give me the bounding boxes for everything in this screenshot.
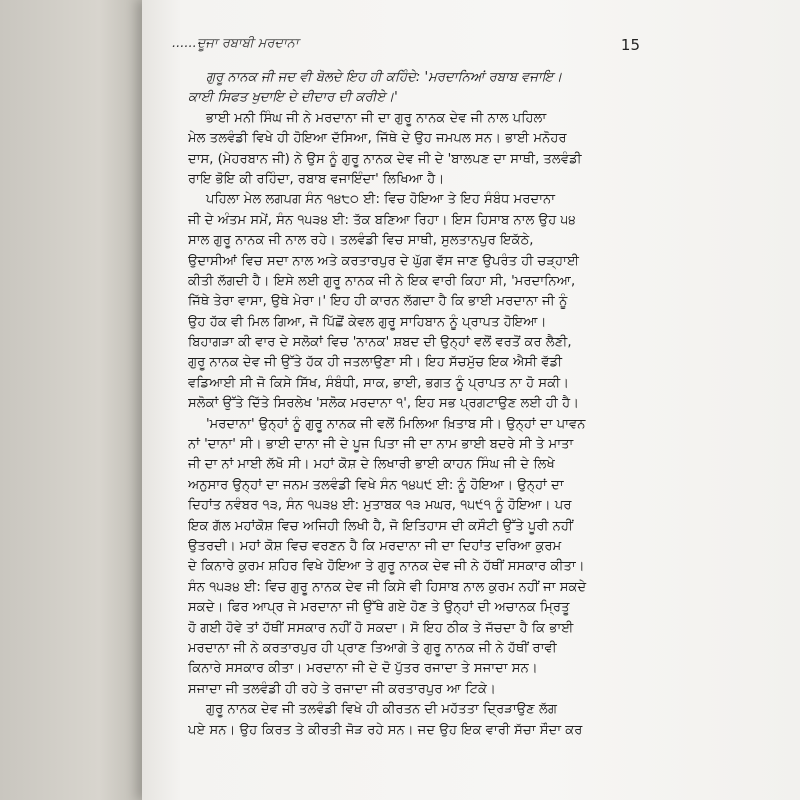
text-line: ਕੀਤੀ ਲੱਗਦੀ ਹੈ। ਇਸੇ ਲਈ ਗੁਰੂ ਨਾਨਕ ਜੀ ਨੇ ਇਕ ਵਾਰੀ ਕਿਹਾ ਸੀ, 'ਮਰਦਾਨਿਆ, (188, 273, 576, 289)
text-line: ਇਕ ਗੱਲ ਮਹਾਂਕੋਸ਼ ਵਿਚ ਅਜਿਹੀ ਲਿਖੀ ਹੈ, ਜੋ ਇਤਿਹਾਸ ਦੀ ਕਸੌਟੀ ਉੱਤੇ ਪੂਰੀ ਨਹੀਂ (188, 518, 573, 534)
text-line: ਗੁਰੂ ਨਾਨਕ ਦੇਵ ਜੀ ਉੱਤੇ ਹੱਕ ਹੀ ਜਤਲਾਉਣਾ ਸੀ। ਇਹ ਸੱਚਮੁੱਚ ਇਕ ਐਸੀ ਵੱਡੀ (188, 355, 563, 371)
text-line: ਸਕਦੇ। ਫਿਰ ਆਪ੍ਰ ਜੇ ਮਰਦਾਨਾ ਜੀ ਉੱਥੇ ਗਏ ਹੋਣ ਤੇ ਉਨ੍ਹਾਂ ਦੀ ਅਚਾਨਕ ਮ੍ਰਿਤੂ (188, 600, 570, 616)
text-line: ਕਿਨਾਰੇ ਸਸਕਾਰ ਕੀਤਾ। ਮਰਦਾਨਾ ਜੀ ਦੇ ਦੋ ਪੁੱਤਰ ਰਜਾਦਾ ਤੇ ਸਜਾਦਾ ਸਨ। (188, 661, 538, 677)
text-line: ਗੁਰੂ ਨਾਨਕ ਦੇਵ ਜੀ ਤਲਵੰਡੀ ਵਿਖੇ ਹੀ ਕੀਰਤਨ ਦੀ ਮਹੱਤਤਾ ਦ੍ਰਿੜਾਉਣ ਲੱਗ (206, 702, 558, 718)
text-line: ਨਾਂ 'ਦਾਨਾ' ਸੀ। ਭਾਈ ਦਾਨਾ ਜੀ ਦੇ ਪੂਜ ਪਿਤਾ ਜੀ ਦਾ ਨਾਮ ਭਾਈ ਬਦਰੇ ਸੀ ਤੇ ਮਾਤਾ (188, 437, 574, 453)
text-line: ਦਿਹਾਂਤ ਨਵੰਬਰ ੧੩, ਸੰਨ ੧੫੩੪ ਈ: ਮੁਤਾਬਕ ੧੩ ਮਘਰ, ੧੫੯੧ ਨੂੰ ਹੋਇਆ। ਪਰ (188, 498, 572, 514)
text-line: ਵਡਿਆਈ ਸੀ ਜੋ ਕਿਸੇ ਸਿੱਖ, ਸੰਬੰਧੀ, ਸਾਕ, ਭਾਈ, ਭਗਤ ਨੂੰ ਪ੍ਰਾਪਤ ਨਾ ਹੋ ਸਕੀ। (188, 375, 570, 391)
text-line: ਜੀ ਦਾ ਨਾਂ ਮਾਈ ਲੱਖੋ ਸੀ। ਮਹਾਂ ਕੋਸ਼ ਦੇ ਲਿਖਾਰੀ ਭਾਈ ਕਾਹਨ ਸਿੰਘ ਜੀ ਦੇ ਲਿਖੇ (188, 457, 555, 473)
text-line: ਕਾਈ ਸਿਫਤ ਖੁਦਾਇ ਦੇ ਦੀਦਾਰ ਦੀ ਕਰੀਏ।' (188, 90, 398, 106)
text-line: ਪਹਿਲਾ ਮੇਲ ਲਗਪਗ ਸੰਨ ੧੪੮੦ ਈ: ਵਿਚ ਹੋਇਆ ਤੇ ਇਹ ਸੰਬੰਧ ਮਰਦਾਨਾ (206, 192, 556, 208)
text-line: ਬਿਹਾਗੜਾ ਕੀ ਵਾਰ ਦੇ ਸਲੋਕਾਂ ਵਿਚ 'ਨਾਨਕ' ਸ਼ਬਦ ਦੀ ਉਨ੍ਹਾਂ ਵਲੋਂ ਵਰਤੋਂ ਕਰ ਲੈਣੀ, (188, 335, 572, 351)
running-title: ......ਦੂਜਾ ਰਬਾਬੀ ਮਰਦਾਨਾ (172, 36, 299, 51)
text-line: ਮਰਦਾਨਾ ਜੀ ਨੇ ਕਰਤਾਰਪੁਰ ਹੀ ਪ੍ਰਾਣ ਤਿਆਗੇ ਤੇ ਗੁਰੂ ਨਾਨਕ ਜੀ ਨੇ ਹੱਥੀਂ ਰਾਵੀ (188, 640, 557, 656)
text-line: ਭਾਈ ਮਨੀ ਸਿੰਘ ਜੀ ਨੇ ਮਰਦਾਨਾ ਜੀ ਦਾ ਗੁਰੂ ਨਾਨਕ ਦੇਵ ਜੀ ਨਾਲ ਪਹਿਲਾ (206, 110, 547, 126)
text-line: ਉਤਰਦੀ। ਮਹਾਂ ਕੋਸ਼ ਵਿਚ ਵਰਣਨ ਹੈ ਕਿ ਮਰਦਾਨਾ ਜੀ ਦਾ ਦਿਹਾਂਤ ਦਰਿਆ ਕੁਰਮ (188, 538, 562, 554)
text-line: ਸਾਲ ਗੁਰੂ ਨਾਨਕ ਜੀ ਨਾਲ ਰਹੇ। ਤਲਵੰਡੀ ਵਿਚ ਸਾਥੀ, ਸੁਲਤਾਨਪੁਰ ਇਕੱਠੇ, (188, 233, 534, 249)
text-line: ਸਲੋਕਾਂ ਉੱਤੇ ਦਿੱਤੇ ਸਿਰਲੇਖ 'ਸਲੋਕ ਮਰਦਾਨਾ ੧', ਇਹ ਸਭ ਪ੍ਰਗਟਾਉਣ ਲਈ ਹੀ ਹੈ। (188, 396, 580, 412)
text-line: ਸੰਨ ੧੫੩੪ ਈ: ਵਿਚ ਗੁਰੂ ਨਾਨਕ ਦੇਵ ਜੀ ਕਿਸੇ ਵੀ ਹਿਸਾਬ ਨਾਲ ਕੁਰਮ ਨਹੀਂ ਜਾ ਸਕਦੇ (188, 579, 587, 595)
book-left-page-edge (0, 0, 142, 800)
running-header (172, 36, 632, 60)
body-text (188, 68, 640, 741)
text-line: ਹੋ ਗਈ ਹੋਵੇ ਤਾਂ ਹੱਥੀਂ ਸਸਕਾਰ ਨਹੀਂ ਹੋ ਸਕਦਾ। ਸੋ ਇਹ ਠੀਕ ਤੇ ਜੱਚਦਾ ਹੈ ਕਿ ਭਾਈ (188, 620, 574, 636)
text-line: ਜਿੱਥੇ ਤੇਰਾ ਵਾਸਾ, ਉਥੇ ਮੇਰਾ।' ਇਹ ਹੀ ਕਾਰਨ ਲੱਗਦਾ ਹੈ ਕਿ ਭਾਈ ਮਰਦਾਨਾ ਜੀ ਨੂੰ (188, 294, 568, 310)
text-line: ਜੀ ਦੇ ਅੰਤਮ ਸਮੇਂ, ਸੰਨ ੧੫੩੪ ਈ: ਤੱਕ ਬਣਿਆ ਰਿਹਾ। ਇਸ ਹਿਸਾਬ ਨਾਲ ਉਹ ੫੪ (188, 212, 576, 228)
text-line: ਪਏ ਸਨ। ਉਹ ਕਿਰਤ ਤੇ ਕੀਰਤੀ ਜੋੜ ਰਹੇ ਸਨ। ਜਦ ਉਹ ਇਕ ਵਾਰੀ ਸੱਚਾ ਸੌਦਾ ਕਰ (188, 722, 583, 738)
text-line: ਮੇਲ ਤਲਵੰਡੀ ਵਿਖੇ ਹੀ ਹੋਇਆ ਦੱਸਿਆ, ਜਿੱਥੇ ਦੇ ਉਹ ਜਮਪਲ ਸਨ। ਭਾਈ ਮਨੋਹਰ (188, 131, 567, 147)
text-line: ਸਜਾਦਾ ਜੀ ਤਲਵੰਡੀ ਹੀ ਰਹੇ ਤੇ ਰਜਾਦਾ ਜੀ ਕਰਤਾਰਪੁਰ ਆ ਟਿਕੇ। (188, 681, 496, 697)
page-number: 15 (620, 36, 640, 54)
text-line: ਅਨੁਸਾਰ ਉਨ੍ਹਾਂ ਦਾ ਜਨਮ ਤਲਵੰਡੀ ਵਿਖੇ ਸੰਨ ੧੪੫੯ ਈ: ਨੂੰ ਹੋਇਆ। ਉਨ੍ਹਾਂ ਦਾ (188, 477, 564, 493)
text-line: ਦਾਸ, (ਮੇਹਰਬਾਨ ਜੀ) ਨੇ ਉਸ ਨੂੰ ਗੁਰੂ ਨਾਨਕ ਦੇਵ ਜੀ ਦੇ 'ਬਾਲਪਣ ਦਾ ਸਾਥੀ, ਤਲਵੰਡੀ (188, 151, 582, 167)
text-line: ਉਹ ਹੱਕ ਵੀ ਮਿਲ ਗਿਆ, ਜੋ ਪਿੱਛੋਂ ਕੇਵਲ ਗੁਰੂ ਸਾਹਿਬਾਨ ਨੂੰ ਪ੍ਰਾਪਤ ਹੋਇਆ। (188, 314, 547, 330)
text-line: ਉਦਾਸੀਆਂ ਵਿਚ ਸਦਾ ਨਾਲ ਅਤੇ ਕਰਤਾਰਪੁਰ ਦੇ ਘੁੱਗ ਵੱਸ ਜਾਣ ਉਪਰੰਤ ਹੀ ਚੜ੍ਹਾਈ (188, 253, 580, 269)
text-line: 'ਮਰਦਾਨਾ' ਉਨ੍ਹਾਂ ਨੂੰ ਗੁਰੂ ਨਾਨਕ ਜੀ ਵਲੋਂ ਮਿਲਿਆ ਖ਼ਿਤਾਬ ਸੀ। ਉਨ੍ਹਾਂ ਦਾ ਪਾਵਨ (206, 416, 586, 432)
text-line: ਗੁਰੂ ਨਾਨਕ ਜੀ ਜਦ ਵੀ ਬੋਲਦੇ ਇਹ ਹੀ ਕਹਿੰਦੇ: 'ਮਰਦਾਨਿਆਂ ਰਬਾਬ ਵਜਾਇ। (206, 70, 563, 85)
text-line: ਰਾਇ ਭੋਇ ਕੀ ਰਹਿੰਦਾ, ਰਬਾਬ ਵਜਾਇੰਦਾ' ਲਿਖਿਆ ਹੈ। (188, 171, 445, 187)
text-line: ਦੇ ਕਿਨਾਰੇ ਕੁਰਮ ਸ਼ਹਿਰ ਵਿਖੇ ਹੋਇਆ ਤੇ ਗੁਰੂ ਨਾਨਕ ਦੇਵ ਜੀ ਨੇ ਹੱਥੀਂ ਸਸਕਾਰ ਕੀਤਾ। (188, 559, 585, 575)
